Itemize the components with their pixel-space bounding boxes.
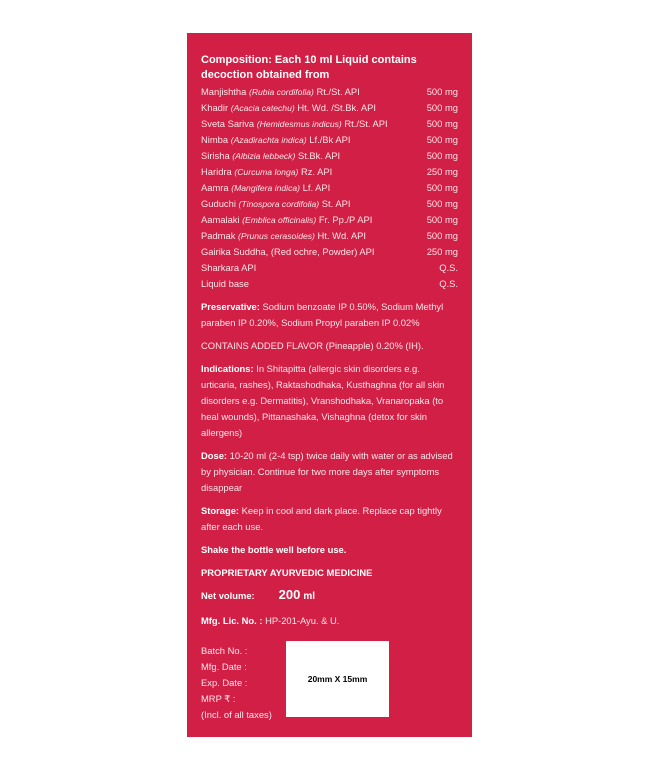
composition-row xyxy=(201,228,458,244)
ingredient-common-name: Aamra xyxy=(201,182,229,193)
ingredient-quantity: 500 mg xyxy=(426,150,458,161)
ingredient-part: Ht. Wd. API xyxy=(317,230,366,241)
ingredient-latin-name: (Acacia catechu) xyxy=(230,103,295,113)
ingredient-quantity: 500 mg xyxy=(426,118,458,129)
dose-text: 10-20 ml (2-4 tsp) twice daily with water or as advised by physician. Continue for two more days after symptoms disappear xyxy=(201,450,453,493)
ingredient-common-name: Sveta Sariva xyxy=(201,118,255,129)
ingredient-quantity: 250 mg xyxy=(426,246,458,257)
ingredient-common-name: Sirisha xyxy=(201,150,230,161)
ingredient-common-name: Sharkara API xyxy=(201,262,257,273)
ingredient-name xyxy=(201,180,330,196)
ingredient-common-name: Aamalaki xyxy=(201,214,240,225)
preservative-section xyxy=(201,299,458,331)
ingredient-name xyxy=(201,260,256,276)
ingredient-quantity: Q.S. xyxy=(439,278,458,289)
ingredient-latin-name: (Curcuma longa) xyxy=(234,167,299,177)
composition-row xyxy=(201,276,458,292)
indications-label: Indications: xyxy=(201,363,254,374)
ingredient-latin-name: (Mangifera indica) xyxy=(231,183,301,193)
ingredient-quantity: 500 mg xyxy=(426,230,458,241)
composition-row xyxy=(201,84,458,100)
mfg-license xyxy=(201,613,458,629)
dose-label: Dose: xyxy=(201,450,228,461)
composition-row xyxy=(201,164,458,180)
indications-text: In Shitapitta (allergic skin disorders e.g. urticaria, rashes), Raktashodhaka, Kusthaghna (for all skin disorders e.g. Dermatitis), Vranshodhaka, Vranaropaka (to heal wounds), Pittanashaka, Vishaghna (detox for skin allergens) xyxy=(201,363,445,438)
ingredient-name xyxy=(201,84,360,100)
storage-text: Keep in cool and dark place. Replace cap tightly after each use. xyxy=(201,505,442,532)
ingredient-latin-name: (Prunus cerasoides) xyxy=(238,231,315,241)
ingredient-name xyxy=(201,132,350,148)
composition-row xyxy=(201,132,458,148)
shake-instruction: Shake the bottle well before use. xyxy=(201,544,347,555)
composition-row xyxy=(201,212,458,228)
ingredient-latin-name: (Rubia cordifolia) xyxy=(248,87,314,97)
ingredient-name xyxy=(201,196,350,212)
net-volume-unit: ml xyxy=(303,591,316,602)
ingredient-name xyxy=(201,164,332,180)
ingredient-name xyxy=(201,116,388,132)
ingredient-quantity: 500 mg xyxy=(426,182,458,193)
mfg-date-label: Mfg. Date : xyxy=(201,661,247,672)
ingredient-common-name: Padmak xyxy=(201,230,236,241)
ingredient-name xyxy=(201,228,366,244)
ingredient-part: St. API xyxy=(321,198,351,209)
ingredient-common-name: Manjishtha xyxy=(201,86,247,97)
print-area-size: 20mm X 15mm xyxy=(307,674,368,684)
preservative-label: Preservative: xyxy=(201,301,260,312)
ingredient-quantity: 500 mg xyxy=(426,198,458,209)
ingredient-part: Ht. Wd. /St.Bk. API xyxy=(297,102,377,113)
ingredient-quantity: 500 mg xyxy=(426,102,458,113)
print-area-box xyxy=(286,641,389,717)
ingredient-common-name: Haridra xyxy=(201,166,232,177)
indications-section xyxy=(201,361,458,441)
ingredient-name xyxy=(201,276,249,292)
batch-details xyxy=(201,643,272,723)
ingredient-latin-name: (Tinospora cordifolia) xyxy=(238,199,320,209)
net-volume-value: 200 xyxy=(278,587,301,602)
storage-label: Storage: xyxy=(201,505,240,516)
net-volume-label: Net volume: xyxy=(201,590,255,601)
mfg-license-label: Mfg. Lic. No. : xyxy=(201,615,263,626)
ingredient-part: Rt./St. API xyxy=(344,118,388,129)
net-volume xyxy=(201,587,458,605)
ingredient-quantity: 250 mg xyxy=(426,166,458,177)
ingredient-part: Rt./St. API xyxy=(316,86,360,97)
preservative-text: Sodium benzoate IP 0.50%, Sodium Methyl paraben IP 0.20%, Sodium Propyl paraben IP 0.02% xyxy=(201,301,444,328)
composition-heading: Composition: Each 10 ml Liquid contains decoction obtained from xyxy=(201,54,417,81)
ingredient-latin-name: (Albizia lebbeck) xyxy=(232,151,296,161)
ingredient-part: Lf. API xyxy=(302,182,331,193)
exp-date-label: Exp. Date : xyxy=(201,677,248,688)
ingredient-latin-name: (Emblica officinalis) xyxy=(242,215,317,225)
batch-no-label: Batch No. : xyxy=(201,645,248,656)
ingredient-quantity: 500 mg xyxy=(426,86,458,97)
proprietary-label: PROPRIETARY AYURVEDIC MEDICINE xyxy=(201,567,373,578)
product-label xyxy=(187,33,472,737)
storage-section xyxy=(201,503,458,535)
ingredient-quantity: 500 mg xyxy=(426,214,458,225)
composition-row xyxy=(201,116,458,132)
ingredient-name xyxy=(201,244,375,260)
dose-section xyxy=(201,448,458,496)
ingredient-quantity: Q.S. xyxy=(439,262,458,273)
ingredient-common-name: Guduchi xyxy=(201,198,236,209)
ingredient-common-name: Nimba xyxy=(201,134,229,145)
ingredient-name xyxy=(201,212,372,228)
composition-row xyxy=(201,180,458,196)
ingredient-common-name: Khadir xyxy=(201,102,229,113)
flavor-text: CONTAINS ADDED FLAVOR (Pineapple) 0.20% (IH). xyxy=(201,340,424,351)
ingredient-latin-name: (Hemidesmus indicus) xyxy=(256,119,342,129)
composition-list xyxy=(201,84,458,292)
mfg-license-value: HP-201-Ayu. & U. xyxy=(265,615,340,626)
ingredient-part: Lf./Bk API xyxy=(309,134,351,145)
ingredient-part: Rz. API xyxy=(300,166,333,177)
composition-row xyxy=(201,196,458,212)
ingredient-latin-name: (Azadirachta indica) xyxy=(230,135,307,145)
ingredient-part: St.Bk. API xyxy=(297,150,341,161)
taxes-note: (Incl. of all taxes) xyxy=(201,709,272,720)
ingredient-name xyxy=(201,148,340,164)
composition-row xyxy=(201,244,458,260)
ingredient-quantity: 500 mg xyxy=(426,134,458,145)
composition-row xyxy=(201,148,458,164)
ingredient-name xyxy=(201,100,376,116)
ingredient-common-name: Liquid base xyxy=(201,278,249,289)
ingredient-part: Fr. Pp./P API xyxy=(318,214,373,225)
composition-row xyxy=(201,260,458,276)
ingredient-common-name: Gairika Suddha, (Red ochre, Powder) API xyxy=(201,246,375,257)
composition-row xyxy=(201,100,458,116)
mrp-label: MRP ₹ : xyxy=(201,693,236,704)
